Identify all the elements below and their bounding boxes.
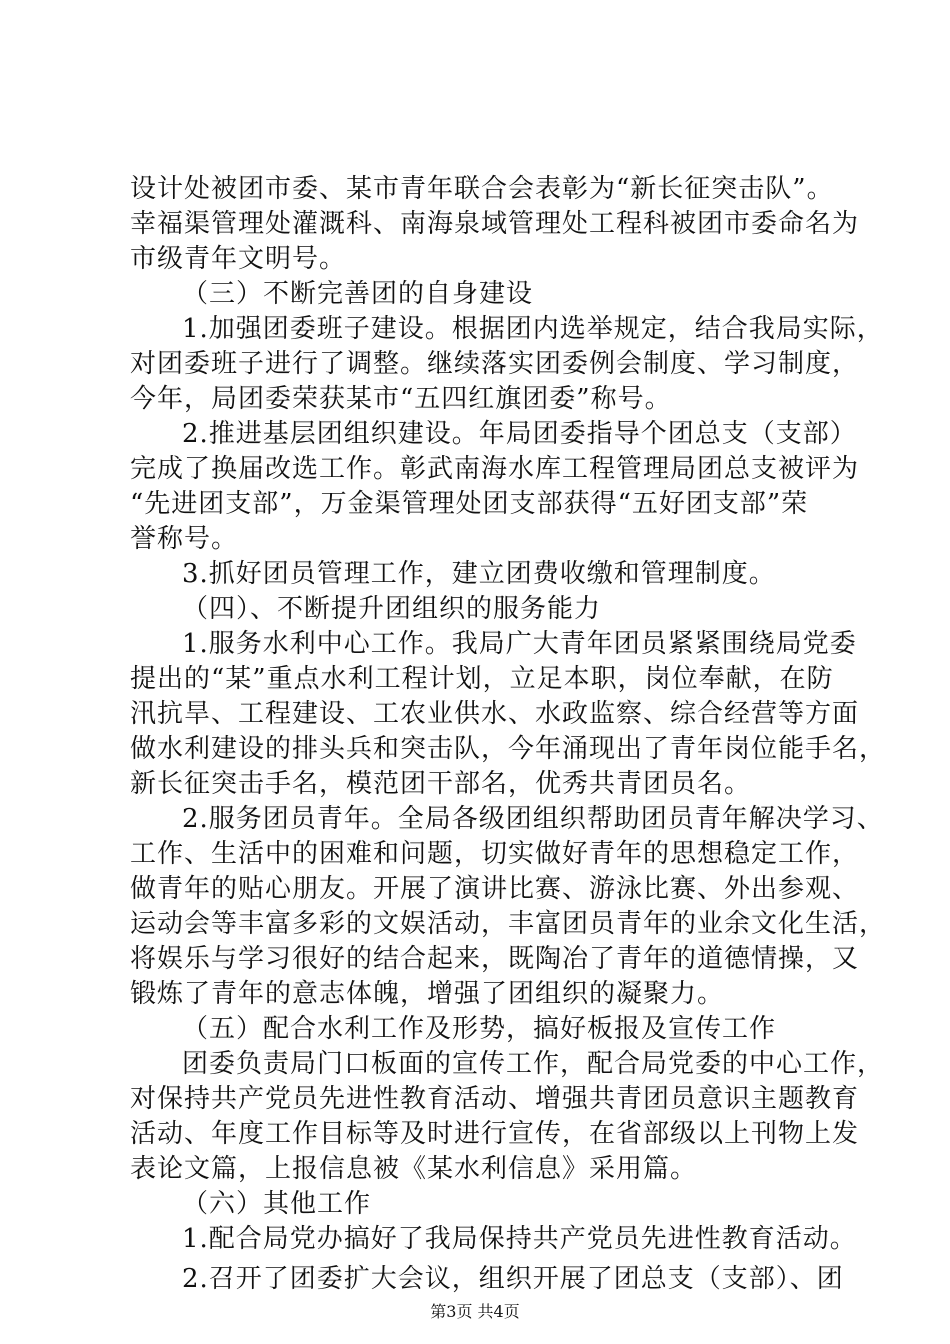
text-line: 新长征突击手名，模范团干部名，优秀共青团员名。	[130, 769, 752, 799]
text-line: 提出的“某”重点水利工程计划，立足本职，岗位奉献，在防	[130, 664, 834, 694]
text-line: 2.召开了团委扩大会议，组织开展了团总支（支部）、团	[182, 1264, 844, 1294]
section-heading: （三）不断完善团的自身建设	[182, 279, 534, 309]
text-line: 完成了换届改选工作。彰武南海水库工程管理局团总支被评为	[130, 454, 860, 484]
text-line: 对保持共产党员先进性教育活动、增强共青团员意识主题教育	[130, 1084, 860, 1114]
text-line: 活动、年度工作目标等及时进行宣传，在省部级以上刊物上发	[130, 1119, 860, 1149]
text-line: 1.加强团委班子建设。根据团内选举规定，结合我局实际，	[182, 314, 884, 344]
text-line: 2.推进基层团组织建设。年局团委指导个团总支（支部）	[182, 419, 857, 449]
text-line: 团委负责局门口板面的宣传工作，配合局党委的中心工作，	[182, 1049, 885, 1079]
text-line: 对团委班子进行了调整。继续落实团委例会制度、学习制度，	[130, 349, 860, 379]
text-line: 将娱乐与学习很好的结合起来，既陶冶了青年的道德情操，又	[130, 944, 860, 974]
text-line: 运动会等丰富多彩的文娱活动，丰富团员青年的业余文化生活，	[130, 909, 887, 939]
page-footer: 第3页 共4页	[430, 1302, 520, 1321]
text-line: 2.服务团员青年。全局各级团组织帮助团员青年解决学习、	[182, 804, 884, 834]
text-line: 今年，局团委荣获某市“五四红旗团委”称号。	[130, 384, 672, 414]
text-line: 表论文篇，上报信息被《某水利信息》采用篇。	[130, 1154, 698, 1184]
text-line: 汛抗旱、工程建设、工农业供水、水政监察、综合经营等方面	[130, 699, 860, 729]
text-line: 市级青年文明号。	[130, 244, 347, 274]
text-line: “先进团支部”，万金渠管理处团支部获得“五好团支部”荣	[130, 489, 809, 519]
text-line: 锻炼了青年的意志体魄，增强了团组织的凝聚力。	[130, 979, 725, 1009]
text-line: 设计处被团市委、某市青年联合会表彰为“新长征突击队”。	[130, 174, 834, 204]
text-line: 幸福渠管理处灌溉科、南海泉域管理处工程科被团市委命名为	[130, 209, 860, 239]
text-line: 3.抓好团员管理工作，建立团费收缴和管理制度。	[182, 559, 776, 589]
text-line: 1.服务水利中心工作。我局广大青年团员紧紧围绕局党委	[182, 629, 857, 659]
section-heading: （六）其他工作	[182, 1189, 372, 1219]
text-line: 做青年的贴心朋友。开展了演讲比赛、游泳比赛、外出参观、	[130, 874, 860, 904]
section-heading: （五）配合水利工作及形势，搞好板报及宣传工作	[182, 1014, 777, 1044]
text-line: 工作、生活中的困难和问题，切实做好青年的思想稳定工作，	[130, 839, 860, 869]
text-line: 1.配合局党办搞好了我局保持共产党员先进性教育活动。	[182, 1224, 857, 1254]
text-line: 做水利建设的排头兵和突击队，今年涌现出了青年岗位能手名，	[130, 734, 887, 764]
section-heading: （四）、不断提升团组织的服务能力	[182, 594, 602, 624]
text-line: 誉称号。	[130, 524, 239, 554]
